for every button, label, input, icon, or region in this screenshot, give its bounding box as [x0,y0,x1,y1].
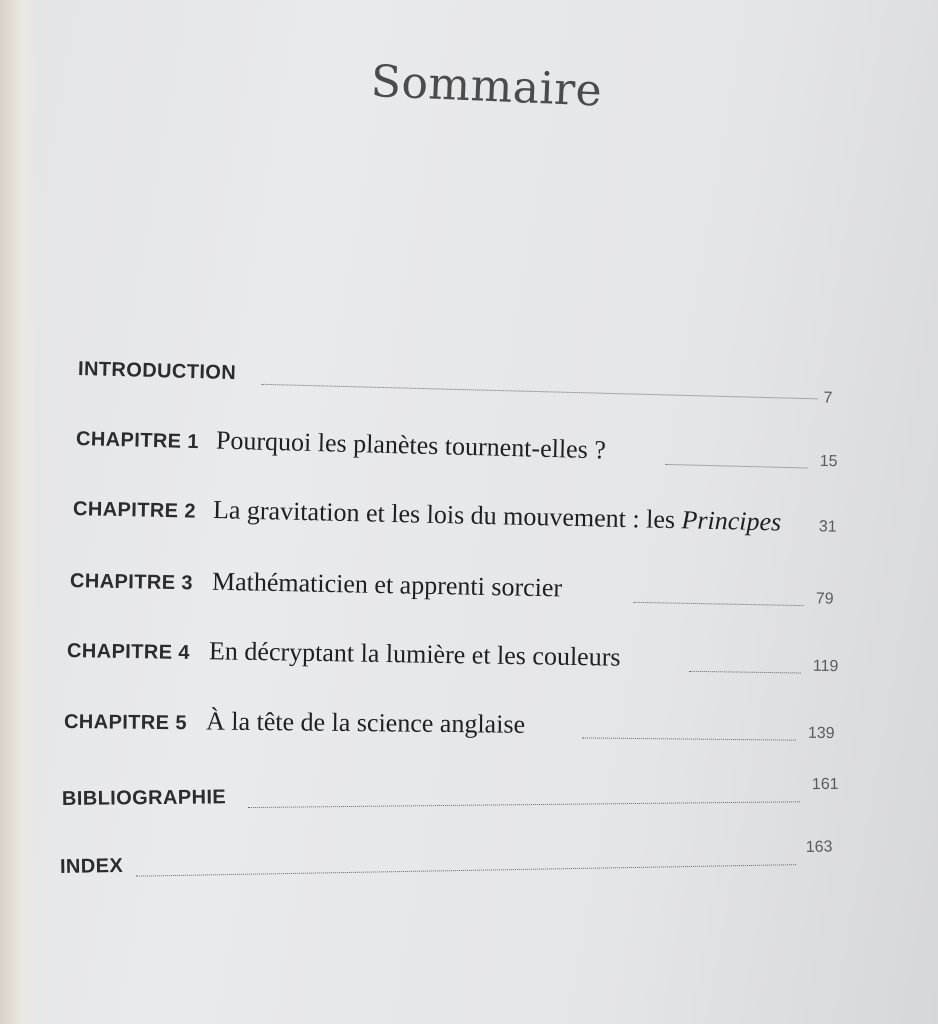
page-title: Sommaire [369,56,604,117]
page-number: 15 [819,452,838,471]
dot-leader [689,671,801,674]
toc-label: CHAPITRE 4 [66,640,191,664]
page-number: 163 [805,838,833,856]
page-number: 161 [811,775,839,794]
chapter-title-text: La gravitation et les lois du mouvement : les [212,495,682,535]
dot-leader [666,464,808,469]
page-gutter [0,0,40,1024]
dot-leader [136,864,796,877]
page-number: 139 [807,724,835,743]
toc-label: INDEX [59,854,124,878]
toc-label: CHAPITRE 5 [63,711,188,735]
toc-entry-index [60,834,841,888]
chapter-title-italic: Principes [681,505,782,537]
toc-entry-chapitre-2 [73,490,854,547]
dot-leader [248,801,800,808]
toc-entry-introduction [77,350,838,410]
chapter-title: Pourquoi les planètes tournent-elles ? [215,425,607,465]
page-number: 7 [823,389,833,407]
chapter-title: Mathématicien et apprenti sorcier [211,566,563,603]
toc-label: CHAPITRE 2 [72,498,197,523]
toc-entry-bibliographie [62,772,842,820]
page-number: 79 [815,590,834,608]
page-number: 31 [818,518,837,536]
dot-leader [262,384,818,400]
page-number: 119 [812,657,839,676]
toc-label: CHAPITRE 1 [75,428,200,454]
dot-leader [634,602,804,606]
toc-entry-chapitre-4 [67,632,848,684]
chapter-title: En décryptant la lumière et les couleurs [208,636,621,672]
chapter-title [213,495,782,537]
chapter-title: À la tête de la science anglaise [205,706,526,739]
toc-label: CHAPITRE 3 [69,570,194,595]
toc-label: INTRODUCTION [77,358,237,385]
dot-leader [582,737,796,740]
toc-entry-chapitre-3 [70,562,851,617]
toc-entry-chapitre-1 [75,420,846,479]
toc-label: BIBLIOGRAPHIE [61,786,227,810]
toc-entry-chapitre-5 [64,703,844,751]
